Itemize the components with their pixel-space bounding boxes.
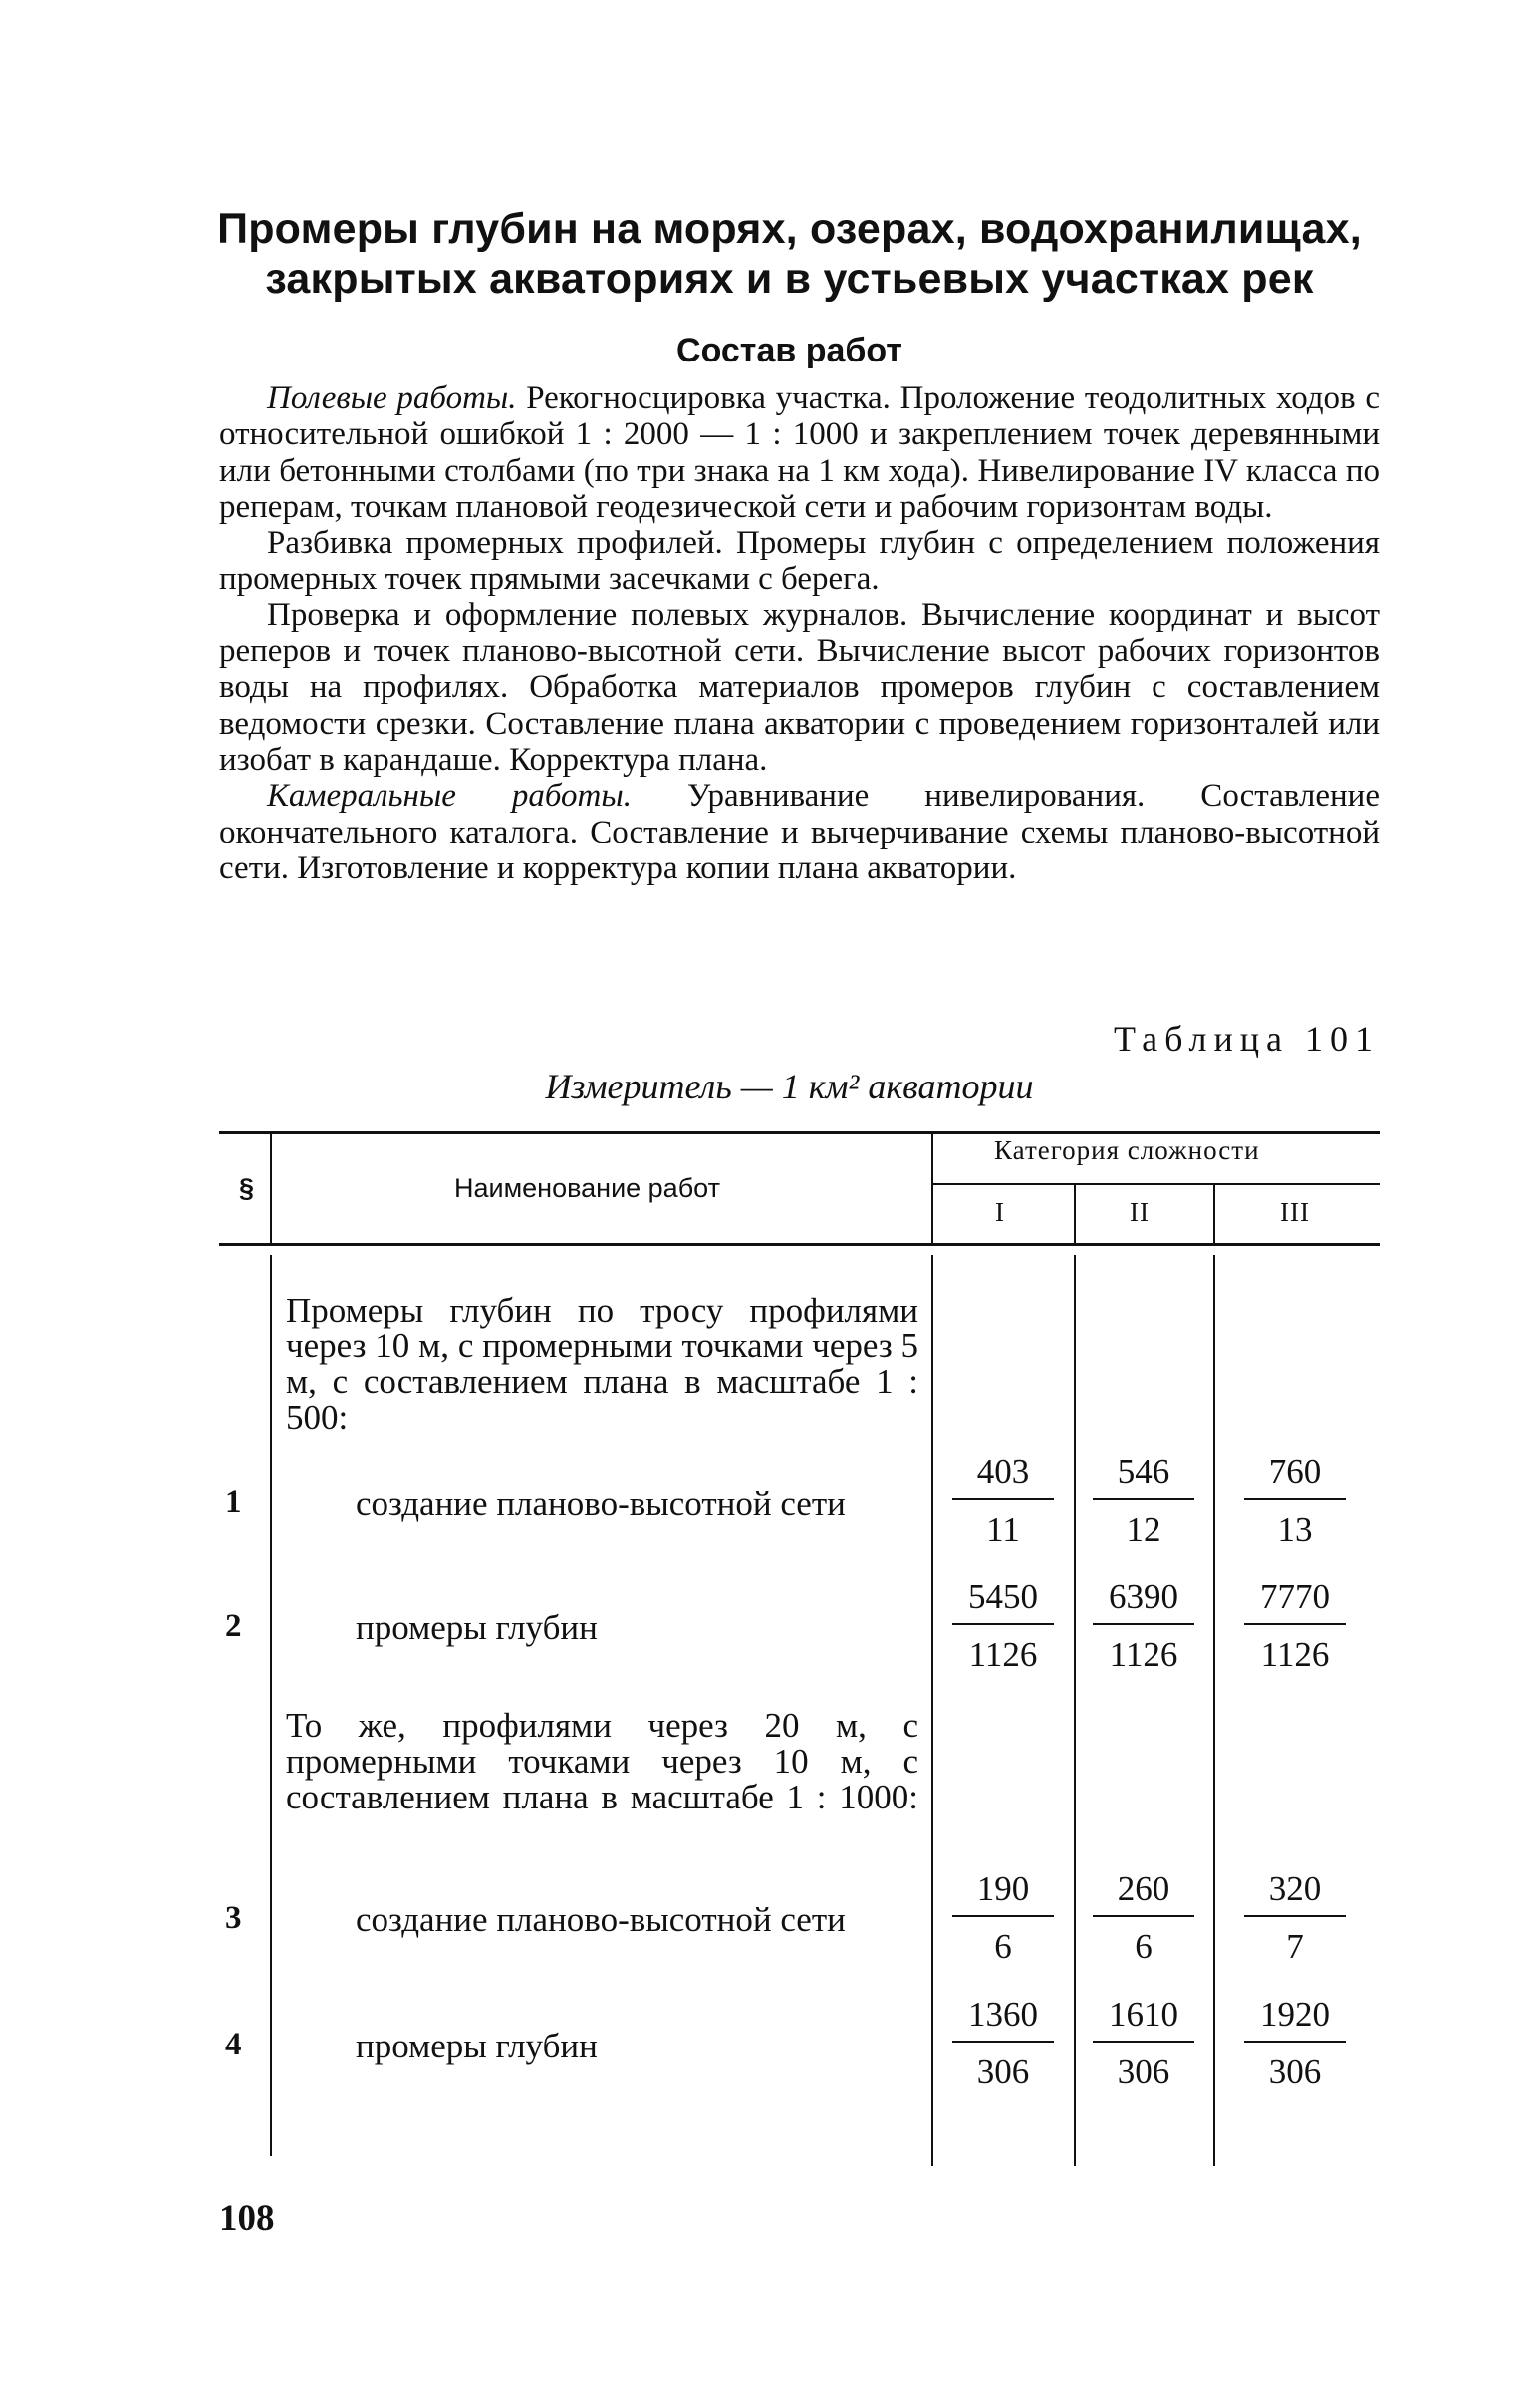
fraction-bar <box>952 2041 1054 2043</box>
denominator: 7 <box>1286 1927 1304 1966</box>
numerator: 260 <box>1117 1869 1170 1908</box>
denominator: 13 <box>1277 1510 1313 1549</box>
numerator: 546 <box>1117 1452 1170 1491</box>
group-description-2: То же, профилями через 20 м, с промерными точками через 10 м, с составлением плана в масштабе 1 : 1000: <box>286 1706 918 1816</box>
fraction-bar <box>952 1623 1054 1625</box>
denominator: 306 <box>976 2052 1030 2091</box>
value-row4-cat1 <box>948 1995 1058 2092</box>
denominator: 1126 <box>1109 1635 1178 1674</box>
fraction-bar <box>1093 1623 1194 1625</box>
denominator: 1126 <box>1260 1635 1330 1674</box>
value-row4-cat2 <box>1089 1995 1198 2092</box>
numerator: 6390 <box>1109 1577 1178 1616</box>
fraction-bar <box>1244 2041 1346 2043</box>
value-row2-cat2 <box>1089 1577 1198 1675</box>
numerator: 190 <box>976 1869 1030 1908</box>
header-category-2: II <box>1130 1197 1150 1227</box>
denominator: 6 <box>1135 1927 1153 1966</box>
denominator: 306 <box>1117 2052 1170 2091</box>
group-description-1: Промеры глубин по тросу профилями через 10 м, с промерными точками через 5 м, с составлением плана в масштабе 1 : 500: <box>286 1291 918 1437</box>
value-row3-cat1 <box>948 1869 1058 1967</box>
fraction-bar <box>1244 1915 1346 1917</box>
fraction-bar <box>952 1915 1054 1917</box>
table-top-rule <box>219 1131 1380 1134</box>
numerator: 320 <box>1268 1869 1322 1908</box>
numerator: 1920 <box>1260 1995 1330 2034</box>
value-row1-cat1 <box>948 1452 1058 1550</box>
office-work-label: Камеральные работы. <box>267 778 632 815</box>
header-col-sep-3 <box>1074 1183 1076 1243</box>
body-col-sep-3 <box>1074 1255 1076 2166</box>
header-col-sep-2 <box>931 1131 933 1243</box>
row-number-3: 3 <box>225 1900 242 1936</box>
value-row4-cat3 <box>1240 1995 1350 2092</box>
paragraph-office-work <box>219 778 1380 886</box>
header-work-name: Наименование работ <box>454 1173 720 1203</box>
denominator: 6 <box>994 1927 1012 1966</box>
field-work-text: Рекогносцировка участка. Проложение теодолитных ходов с относительной ошибкой 1 : 2000 — 1 : 1000 и закреплением точек деревянными или бетонными столбами (по три знака на 1 км хода). Нивелирование IV класса по реперам, точкам плановой геодезической сети и рабочим горизонтам воды. <box>219 380 1380 525</box>
row-name-1: создание планово-высотной сети <box>356 1484 846 1523</box>
numerator: 7770 <box>1260 1577 1330 1616</box>
table-measure: Измеритель — 1 км² акватории <box>545 1067 1034 1106</box>
numerator: 403 <box>976 1452 1030 1491</box>
title-line-2: закрытых акваториях и в устьевых участках рек <box>265 255 1314 303</box>
numerator: 1360 <box>968 1995 1038 2034</box>
paragraph-processing: Проверка и оформление полевых журналов. Вычисление координат и высот реперов и точек планово-высотной сети. Вычисление высот рабочих горизонтов воды на профилях. Обработка материалов промеров глубин с составлением ведомости срезки. Составление плана акватории с проведением горизонталей или изобат в карандаше. Корректура плана. <box>219 597 1380 778</box>
numerator: 760 <box>1268 1452 1322 1491</box>
page-title <box>199 204 1380 304</box>
field-work-label: Полевые работы. <box>267 380 517 416</box>
work-description <box>219 380 1380 886</box>
fraction-bar <box>952 1498 1054 1500</box>
header-bottom-rule <box>219 1243 1380 1246</box>
office-work-text: Уравнивание нивелирования. Составление окончательного каталога. Составление и вычерчивание схемы планово-высотной сети. Изготовление и корректура копии плана акватории. <box>219 778 1380 886</box>
header-category-1: I <box>995 1197 1005 1227</box>
header-paragraph-sign: § <box>239 1173 255 1203</box>
fraction-bar <box>1244 1623 1346 1625</box>
fraction-bar <box>1244 1498 1346 1500</box>
body-col-sep-1 <box>270 1255 272 2156</box>
fraction-bar <box>1093 2041 1194 2043</box>
category-divider-rule <box>931 1183 1380 1185</box>
row-number-1: 1 <box>225 1484 242 1520</box>
value-row3-cat2 <box>1089 1869 1198 1967</box>
value-row3-cat3 <box>1240 1869 1350 1967</box>
title-line-1: Промеры глубин на морях, озерах, водохранилищах, <box>217 205 1362 253</box>
header-col-sep-4 <box>1213 1183 1215 1243</box>
page-number: 108 <box>219 2198 275 2239</box>
value-row2-cat1 <box>948 1577 1058 1675</box>
denominator: 12 <box>1126 1510 1161 1549</box>
table-number: Таблица 101 <box>1114 1019 1380 1059</box>
denominator: 1126 <box>968 1635 1038 1674</box>
section-title: Состав работ <box>676 332 902 369</box>
header-col-sep-1 <box>270 1131 272 1243</box>
denominator: 11 <box>986 1510 1020 1549</box>
value-row2-cat3 <box>1240 1577 1350 1675</box>
body-col-sep-4 <box>1213 1255 1215 2166</box>
fraction-bar <box>1093 1498 1194 1500</box>
body-col-sep-2 <box>931 1255 933 2166</box>
fraction-bar <box>1093 1915 1194 1917</box>
paragraph-field-work <box>219 380 1380 525</box>
row-number-4: 4 <box>225 2027 242 2062</box>
row-name-3: создание планово-высотной сети <box>356 1900 846 1939</box>
numerator: 5450 <box>968 1577 1038 1616</box>
denominator: 306 <box>1268 2052 1322 2091</box>
numerator: 1610 <box>1109 1995 1178 2034</box>
paragraph-profiles: Разбивка промерных профилей. Промеры глубин с определением положения промерных точек прямыми засечками с берега. <box>219 525 1380 598</box>
row-number-2: 2 <box>225 1608 242 1644</box>
value-row1-cat3 <box>1240 1452 1350 1550</box>
header-category: Категория сложности <box>994 1135 1260 1165</box>
row-name-2: промеры глубин <box>356 1608 598 1647</box>
row-name-4: промеры глубин <box>356 2027 598 2065</box>
header-category-3: III <box>1280 1197 1310 1227</box>
value-row1-cat2 <box>1089 1452 1198 1550</box>
